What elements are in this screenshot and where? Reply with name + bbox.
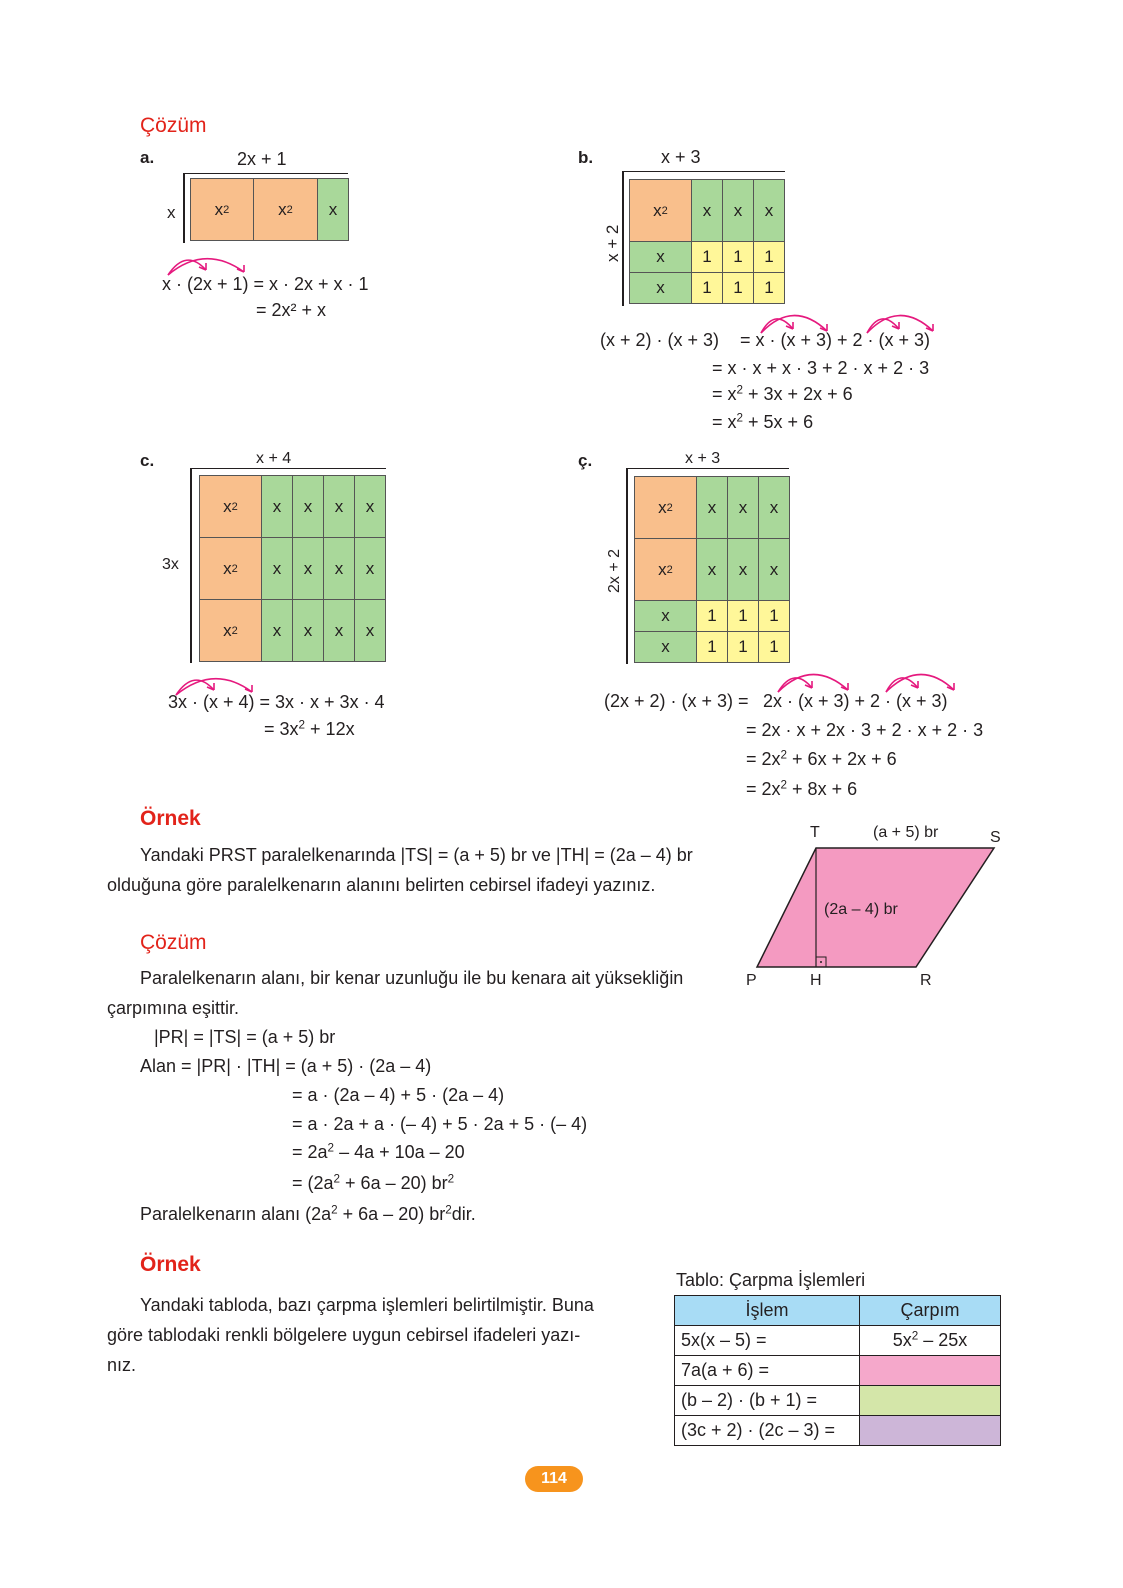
tile-1: 1 [727,600,759,632]
part-b-lhs: (x + 2) · (x + 3) [600,330,720,350]
example-heading: Örnek [140,807,201,830]
table-answer-cell-pink[interactable] [860,1356,1001,1386]
table-answer-cell-green[interactable] [860,1386,1001,1416]
example-text-line-2: olduğuna göre paralelkenarın alanını belirten cebirsel ifadeyi yazınız. [107,875,656,895]
part-cc-top-rule [626,468,789,469]
part-cc-equation-1: 2x · (x + 3) + 2 · (x + 3) [763,691,948,711]
tile-x: x [629,272,692,304]
tile-x: x [261,599,293,662]
tile-x2: x 2 [199,537,262,600]
part-b-top-rule [622,171,785,172]
tile-x: x [696,476,728,539]
solution-text-line-1: Paralelkenarın alanı, bir kenar uzunluğu ile bu kenara ait yüksekliğin [140,968,684,988]
table-header-islem: İşlem [675,1296,860,1326]
solution-heading-2: Çözüm [140,931,207,954]
solution-equation-1: |PR| = |TS| = (a + 5) br [154,1027,336,1047]
tile-x: x [261,475,293,538]
part-a-equation-2: = 2x² + x [256,300,327,320]
tile-x: x [634,631,697,663]
part-cc-label: ç. [578,451,593,470]
part-cc-equation-4: = $2x^2 + 8x + 6$ [746,778,858,799]
part-c-side-rule [190,468,192,663]
page-number: 114 [525,1466,583,1492]
part-c-equation-2: = $3x^2 + 12x$ [264,718,355,739]
tile-x: x [323,599,355,662]
part-c-top-dimension: x + 4 [256,450,292,467]
table-row [675,1356,1001,1386]
table-answer-cell-purple[interactable] [860,1416,1001,1446]
tile-x: x [634,600,697,632]
part-cc-lhs: (2x + 2) · (x + 3) = [604,691,749,711]
vertex-t: T [810,824,820,841]
solution-conclusion: Paralelkenarın alanı $(2a^2 + 6a - 20)$ $br^2dir$. [140,1203,476,1224]
tile-x2: x 2 [253,178,318,241]
tile-x: x [722,179,754,242]
tile-x2: x 2 [634,538,697,601]
table-cell-islem: (3c + 2) · (2c – 3) = [675,1416,860,1446]
tile-1: 1 [691,241,723,273]
part-cc-top-dimension: x + 3 [685,450,721,467]
table-row [675,1386,1001,1416]
part-cc-side-rule [626,468,628,664]
tile-x: x [758,538,790,601]
part-a-side-rule [183,173,185,243]
table-cell-islem: 7a(a + 6) = [675,1356,860,1386]
vertex-p: P [746,972,757,989]
vertex-s: S [990,829,1001,846]
tile-1: 1 [753,272,785,304]
vertex-h: H [810,972,822,989]
height-th-length: (2a – 4) br [824,901,898,918]
tile-x: x [292,537,324,600]
tile-x2: x 2 [629,179,692,242]
part-c-top-rule [190,468,386,469]
tile-x: x [292,475,324,538]
multiplication-table [674,1295,1001,1446]
tile-1: 1 [758,631,790,663]
solution-equation-3: = a · (2a – 4) + 5 · (2a – 4) [292,1085,505,1105]
right-angle-dot [820,961,822,963]
tile-x2: x 2 [199,475,262,538]
part-c-side-dimension: 3x [162,556,179,573]
part-a-equation-1: x · (2x + 1) = x · 2x + x · 1 [162,274,369,294]
tile-1: 1 [727,631,759,663]
table-row [675,1416,1001,1446]
tile-1: 1 [753,241,785,273]
part-cc-equation-2: = 2x · x + 2x · 3 + 2 · x + 2 · 3 [746,720,984,740]
part-b-equation-3: = $x^2 + 3x + 2x + 6$ [712,383,853,404]
vertex-r: R [920,972,932,989]
side-ts-length: (a + 5) br [873,824,939,841]
tile-x: x [696,538,728,601]
table-cell-islem: 5x(x – 5) = [675,1326,860,1356]
example-2-text-line-2: göre tablodaki renkli bölgelere uygun cebirsel ifadeleri yazı- [107,1325,581,1345]
tile-x: x [727,538,759,601]
tile-1: 1 [691,272,723,304]
tile-x: x [753,179,785,242]
tile-x2: x 2 [199,599,262,662]
table-row [675,1326,1001,1356]
solution-equation-4: = a · 2a + a · (– 4) + 5 · 2a + 5 · (– 4) [292,1114,588,1134]
example-2-text-line-3: nız. [107,1355,137,1375]
part-b-label: b. [578,148,594,167]
tile-1: 1 [758,600,790,632]
tile-x2: x 2 [634,476,697,539]
tile-x: x [758,476,790,539]
table-header-row [675,1296,1001,1326]
tile-x: x [691,179,723,242]
part-c-equation-1: 3x · (x + 4) = 3x · x + 3x · 4 [168,692,385,712]
tile-x: x [317,178,349,241]
tile-1: 1 [696,600,728,632]
example-2-text-line-1: Yandaki tabloda, bazı çarpma işlemleri belirtilmiştir. Buna [140,1295,594,1315]
tile-x: x [323,475,355,538]
tile-x: x [727,476,759,539]
part-b-equation-4: = $x^2 + 5x + 6$ [712,411,814,432]
part-cc-side-dimension: 2x + 2 [606,548,623,593]
table-cell-islem: (b – 2) · (b + 1) = [675,1386,860,1416]
part-a-top-dimension: 2x + 1 [237,149,287,169]
tile-1: 1 [696,631,728,663]
part-b-side-dimension: x + 2 [603,224,622,262]
part-a-label: a. [140,148,155,167]
tile-1: 1 [722,241,754,273]
tile-1: 1 [722,272,754,304]
part-b-equation-1: = x · (x + 3) + 2 · (x + 3) [740,330,931,350]
tile-x: x [323,537,355,600]
table-cell-carpim: $5x^2 - 25x$ [860,1326,1001,1356]
example-heading-2: Örnek [140,1253,201,1276]
part-a-top-rule [183,173,348,174]
table-header-carpim: Çarpım [860,1296,1001,1326]
table-caption: Tablo: Çarpma İşlemleri [676,1270,866,1290]
solution-equation-5: = $2a^2 - 4a + 10a - 20$ [292,1141,465,1162]
solution-text-line-2: çarpımına eşittir. [107,998,240,1018]
tile-x: x [354,599,386,662]
example-text-line-1: Yandaki PRST paralelkenarında |TS| = (a + 5) br ve |TH| = (2a – 4) br [140,845,693,865]
part-b-top-dimension: x + 3 [661,147,701,167]
tile-x: x [354,475,386,538]
tile-x: x [354,537,386,600]
solution-heading: Çözüm [140,114,207,137]
part-a-side-dimension: x [167,203,176,222]
solution-equation-6: = $(2a^2 + 6a - 20)$ $br^2$ [292,1172,455,1193]
tile-x: x [629,241,692,273]
part-b-equation-2: = x · x + x · 3 + 2 · x + 2 · 3 [712,358,930,378]
part-cc-equation-3: = $2x^2 + 6x + 2x + 6$ [746,748,897,769]
solution-equation-2: Alan = |PR| · |TH| = (a + 5) · (2a – 4) [140,1056,432,1076]
part-c-label: c. [140,451,155,470]
tile-x: x [292,599,324,662]
tile-x2: x 2 [190,178,254,241]
tile-x: x [261,537,293,600]
